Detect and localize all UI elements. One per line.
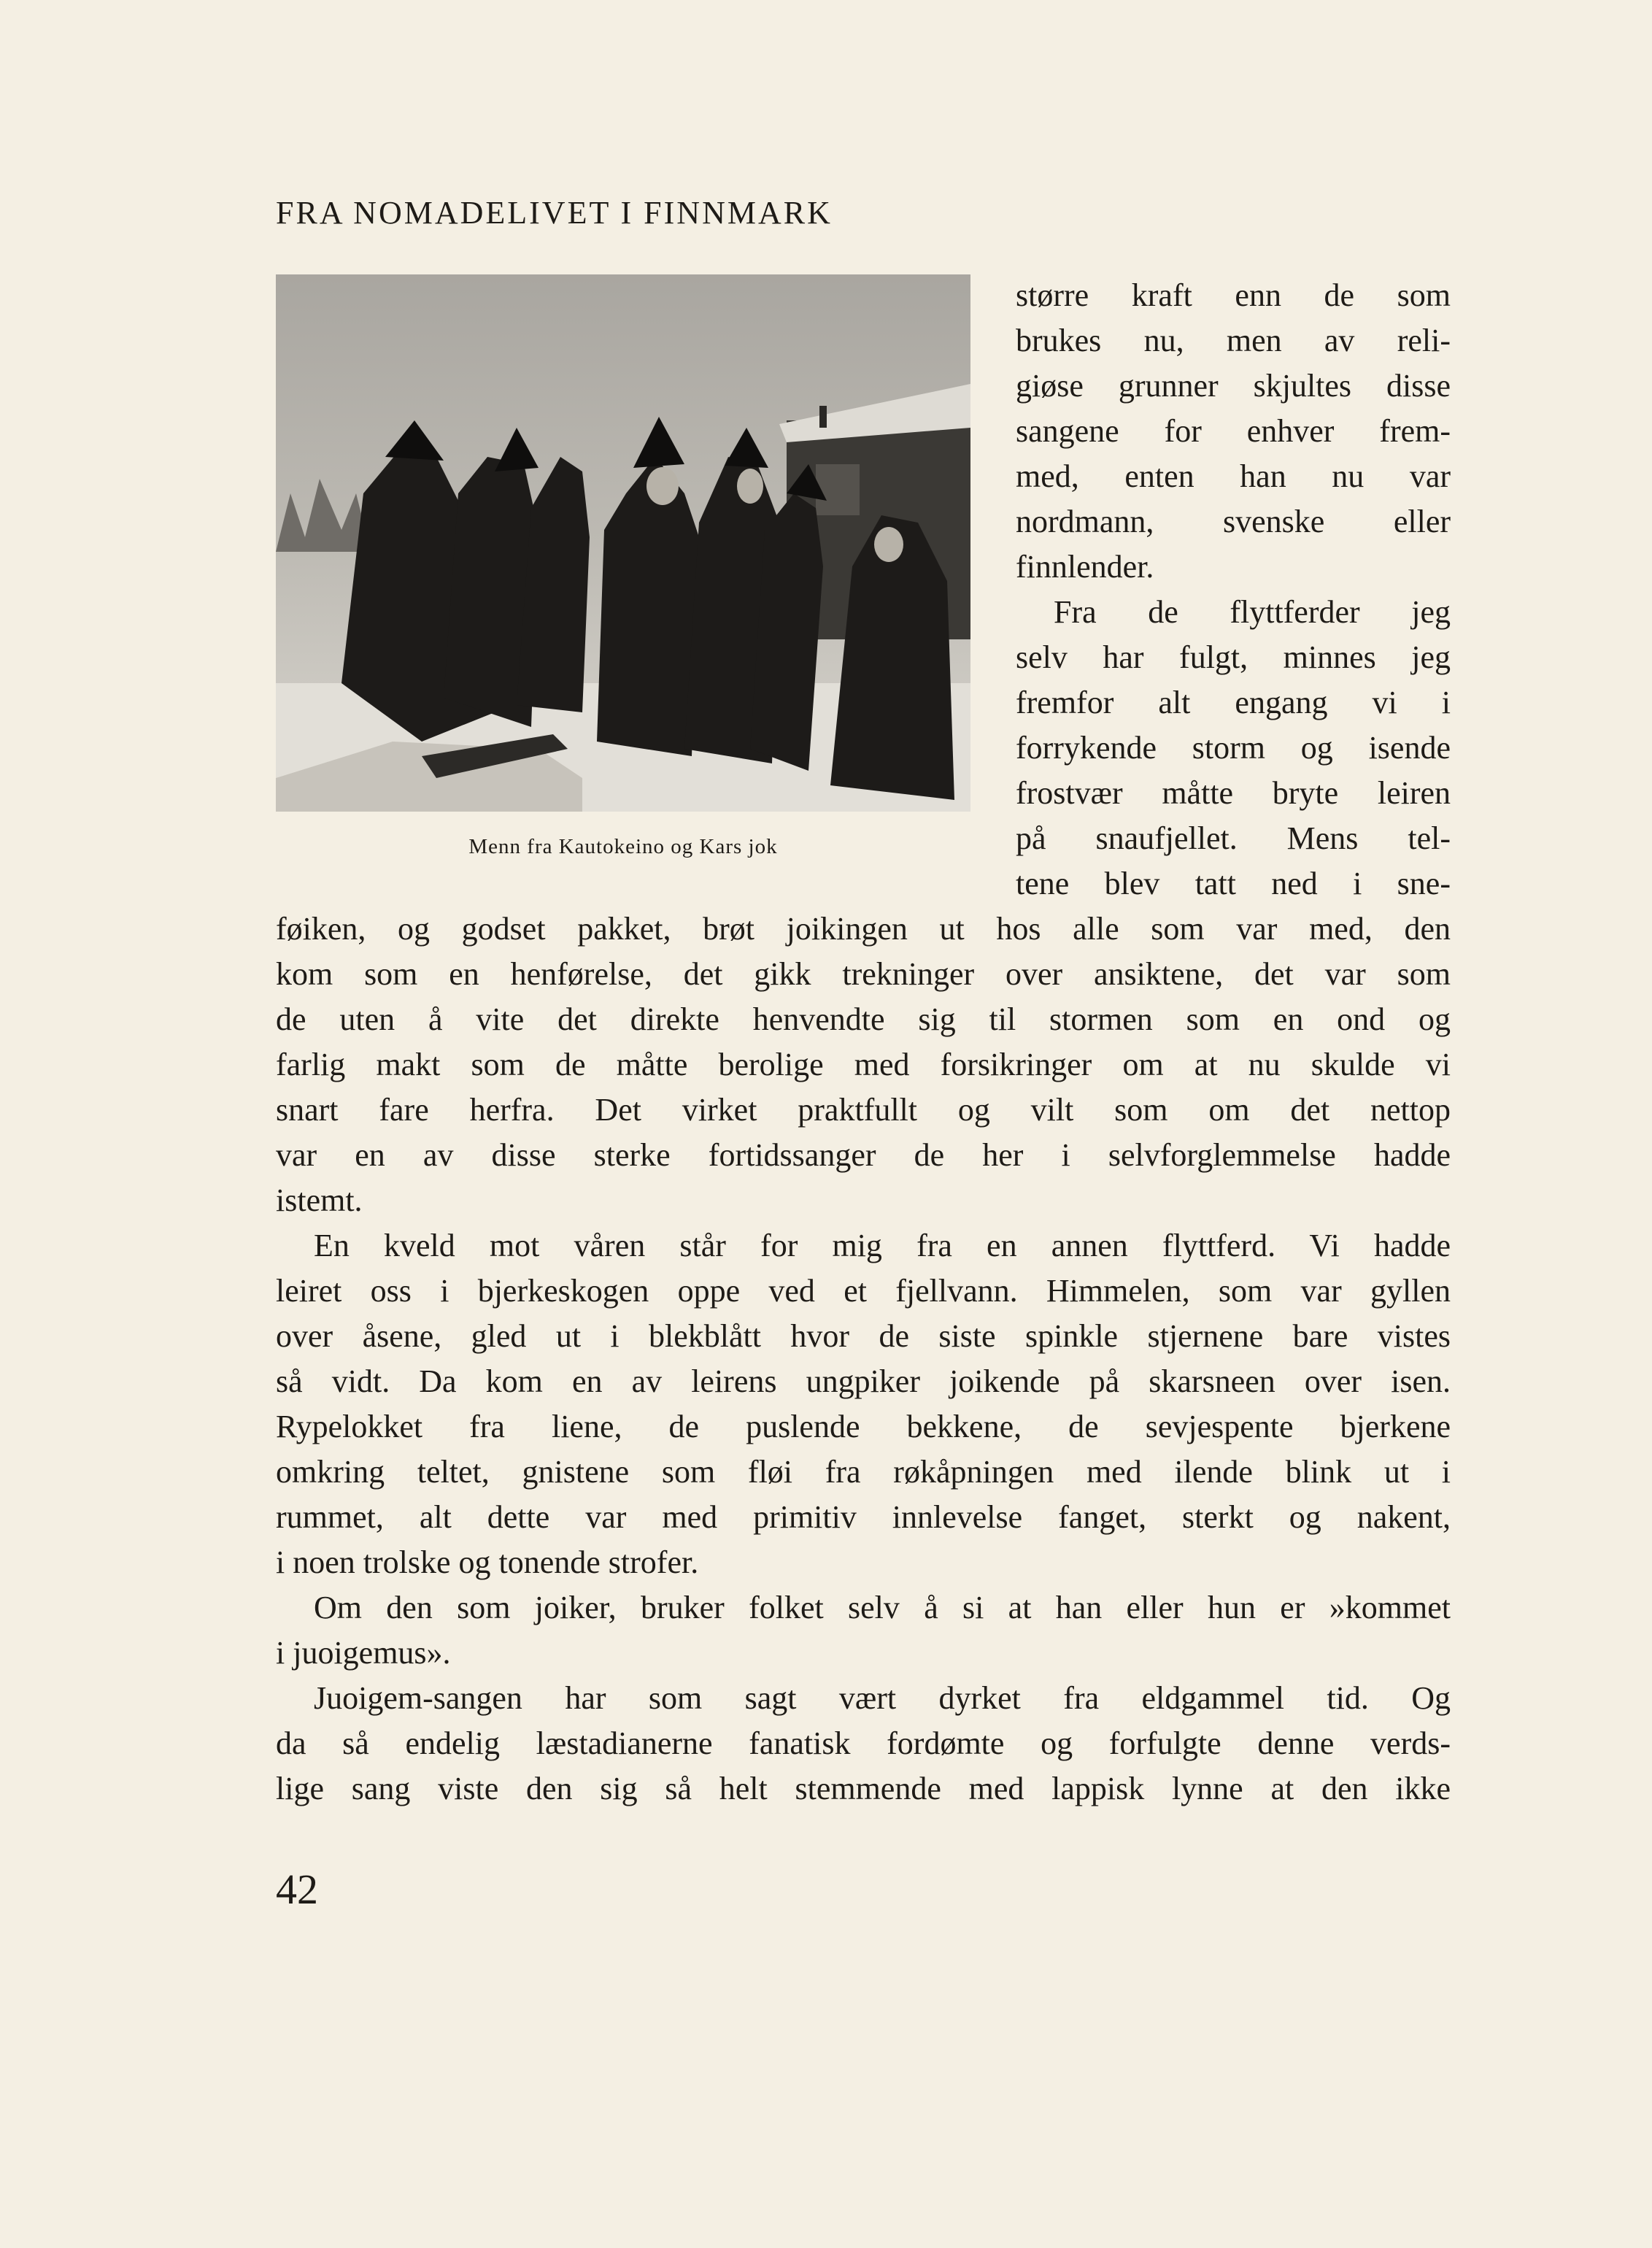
- side-line: selv har fulgt, minnes jeg: [1016, 639, 1451, 675]
- side-line: større kraft enn de som: [1016, 277, 1451, 313]
- body-line: så vidt. Da kom en av leirens ungpiker joikende på skarsneen over isen.: [276, 1363, 1451, 1399]
- side-column: [1016, 273, 1451, 906]
- side-line: frostvær måtte bryte leiren: [1016, 775, 1451, 811]
- side-line: nordmann, svenske eller: [1016, 504, 1451, 539]
- body-line: Juoigem-sangen har som sagt vært dyrket fra eldgammel tid. Og: [314, 1680, 1451, 1716]
- body-line: snart fare herfra. Det virket praktfullt og vilt som om det nettop: [276, 1092, 1451, 1128]
- side-line: forrykende storm og isende: [1016, 730, 1451, 766]
- body-line: rummet, alt dette var med primitiv innlevelse fanget, sterkt og nakent,: [276, 1499, 1451, 1535]
- photograph: [276, 274, 970, 812]
- body-line: omkring teltet, gnistene som fløi fra røkåpningen med ilende blink ut i: [276, 1454, 1451, 1490]
- body-line: føiken, og godset pakket, brøt joikingen ut hos alle som var med, den: [276, 911, 1451, 947]
- side-line: med, enten han nu var: [1016, 458, 1451, 494]
- side-line: brukes nu, men av reli-: [1016, 323, 1451, 358]
- body-line: de uten å vite det direkte henvendte sig til stormen som en ond og: [276, 1001, 1451, 1037]
- side-line: sangene for enhver frem-: [1016, 413, 1451, 449]
- body-text: [276, 906, 1451, 1812]
- side-line: fremfor alt engang vi i: [1016, 685, 1451, 720]
- body-line: lige sang viste den sig så helt stemmende med lappisk lynne at den ikke: [276, 1771, 1451, 1806]
- side-line: Fra de flyttferder jeg: [1054, 594, 1451, 630]
- body-line: istemt.: [276, 1182, 363, 1218]
- body-line: Rypelokket fra liene, de puslende bekkene, de sevjespente bjerkene: [276, 1409, 1451, 1444]
- body-line: farlig makt som de måtte berolige med forsikringer om at nu skulde vi: [276, 1047, 1451, 1082]
- body-line: En kveld mot våren står for mig fra en annen flyttferd. Vi hadde: [314, 1228, 1451, 1263]
- side-line: giøse grunner skjultes disse: [1016, 368, 1451, 404]
- body-line: da så endelig læstadianerne fanatisk fordømte og forfulgte denne verds-: [276, 1725, 1451, 1761]
- body-line: Om den som joiker, bruker folket selv å si at han eller hun er »kommet: [314, 1590, 1451, 1625]
- photograph-image: [276, 274, 970, 812]
- body-line: leiret oss i bjerkeskogen oppe ved et fjellvann. Himmelen, som var gyllen: [276, 1273, 1451, 1309]
- page-number: 42: [276, 1866, 318, 1913]
- body-line: over åsene, gled ut i blekblått hvor de siste spinkle stjernene bare vistes: [276, 1318, 1451, 1354]
- side-line: finnlender.: [1016, 549, 1154, 585]
- side-line: på snaufjellet. Mens tel-: [1016, 820, 1451, 856]
- side-line: tene blev tatt ned i sne-: [1016, 866, 1451, 901]
- body-line: var en av disse sterke fortidssanger de her i selvforglemmelse hadde: [276, 1137, 1451, 1173]
- body-line: i juoigemus».: [276, 1635, 451, 1671]
- running-header: FRA NOMADELIVET I FINNMARK: [276, 195, 833, 231]
- body-line: i noen trolske og tonende strofer.: [276, 1544, 699, 1580]
- body-line: kom som en henførelse, det gikk trekninger over ansiktene, det var som: [276, 956, 1451, 992]
- figure-caption: Menn fra Kautokeino og Kars jok: [468, 835, 778, 858]
